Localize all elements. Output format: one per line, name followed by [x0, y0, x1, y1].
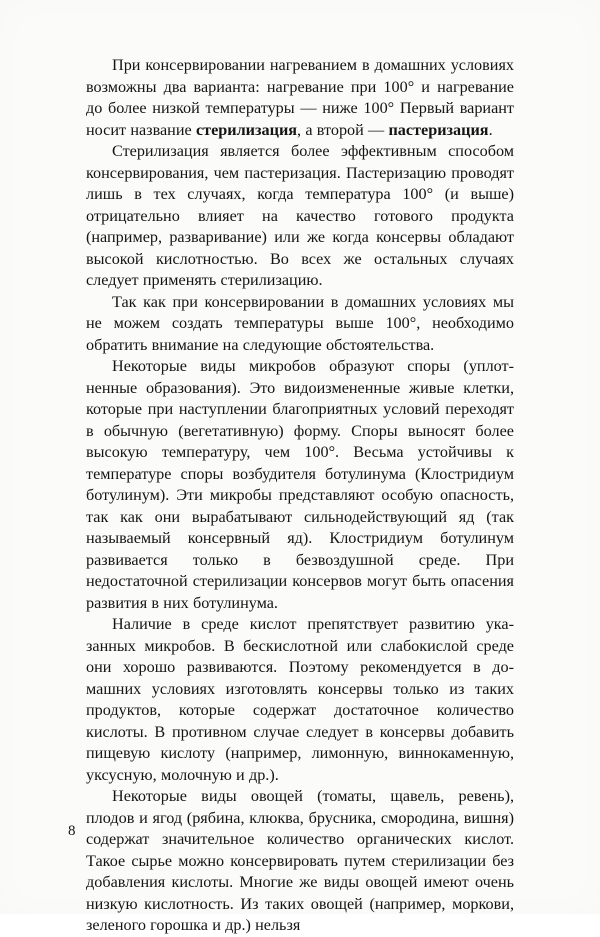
- text-run: .: [488, 120, 493, 139]
- text-run: Стерилизация является более эффективным способом консервирования, чем пастеризация. Пастеризацию проводят лишь в тех случаях, когда температура 100° (и выше) отрицательно влияет на качество готового продукта (например, разваривание) или же когда консервы обладают высокой кислотностью. Во всех же остальных случаях следует применять стерилизацию.: [86, 142, 514, 289]
- paragraph: [86, 55, 514, 141]
- text-run: Наличие в среде кислот препятствует развитию указанных микробов. В бескислотной или слабокислой среде они хорошо развиваются. Поэтому рекомендуется в домашних условиях изготовлять консервы только из таких продуктов, которые содержат достаточное количество кислоты. В противном случае следует в консервы добавить пищевую кислоту (например, лимонную, виннокаменную, уксусную, молочную и др.).: [86, 615, 514, 784]
- paragraph: [86, 356, 514, 614]
- emphasized-term: пастеризация: [388, 120, 489, 139]
- page-number: 8: [68, 823, 76, 839]
- text-run: Некоторые виды микробов образуют споры (уплотненные образования). Это видоизмененные живые клетки, которые при наступлении благоприятных условий переходят в обычную (вегетативную) форму. Споры выносят более высокую температуру, чем 100°. Весьма устойчивы к температуре споры возбудителя ботулинума (Клостридиум ботулинум). Эти микробы представляют особую опасность, так как они вырабатывают сильнодействующий яд (так называемый консервный яд). Клостридиум ботулинум развивается только в безвоздушной среде. При недостаточной стерилизации консервов могут быть опасения развития в них ботулинума.: [86, 357, 514, 612]
- paragraph: [86, 292, 514, 357]
- paragraph: [86, 614, 514, 786]
- paragraph: [86, 141, 514, 292]
- body-text-column: [86, 55, 514, 937]
- text-run: Некоторые виды овощей (томаты, щавель, ревень), плодов и ягод (рябина, клюква, брусника, смородина, вишня) содержат значительное количество органических кислот. Такое сырье можно консервировать путем стерилизации без добавления кислоты. Многие же виды овощей имеют очень низкую кислотность. Из таких овощей (например, моркови, зеленого горошка и др.) нельзя: [86, 787, 514, 934]
- text-run: При консервировании нагреванием в домашних условиях возможны два варианта: нагревание при 100° и нагревание до более низкой температуры — ниже 100° Первый вариант носит название: [86, 56, 514, 139]
- emphasized-term: стерилизация: [195, 120, 298, 139]
- text-run: Так как при консервировании в домашних условиях мы не можем создать температуры выше 100°, необходимо обратить внимание на следующие обстоятельства.: [86, 292, 514, 354]
- text-run: , а второй —: [297, 120, 389, 139]
